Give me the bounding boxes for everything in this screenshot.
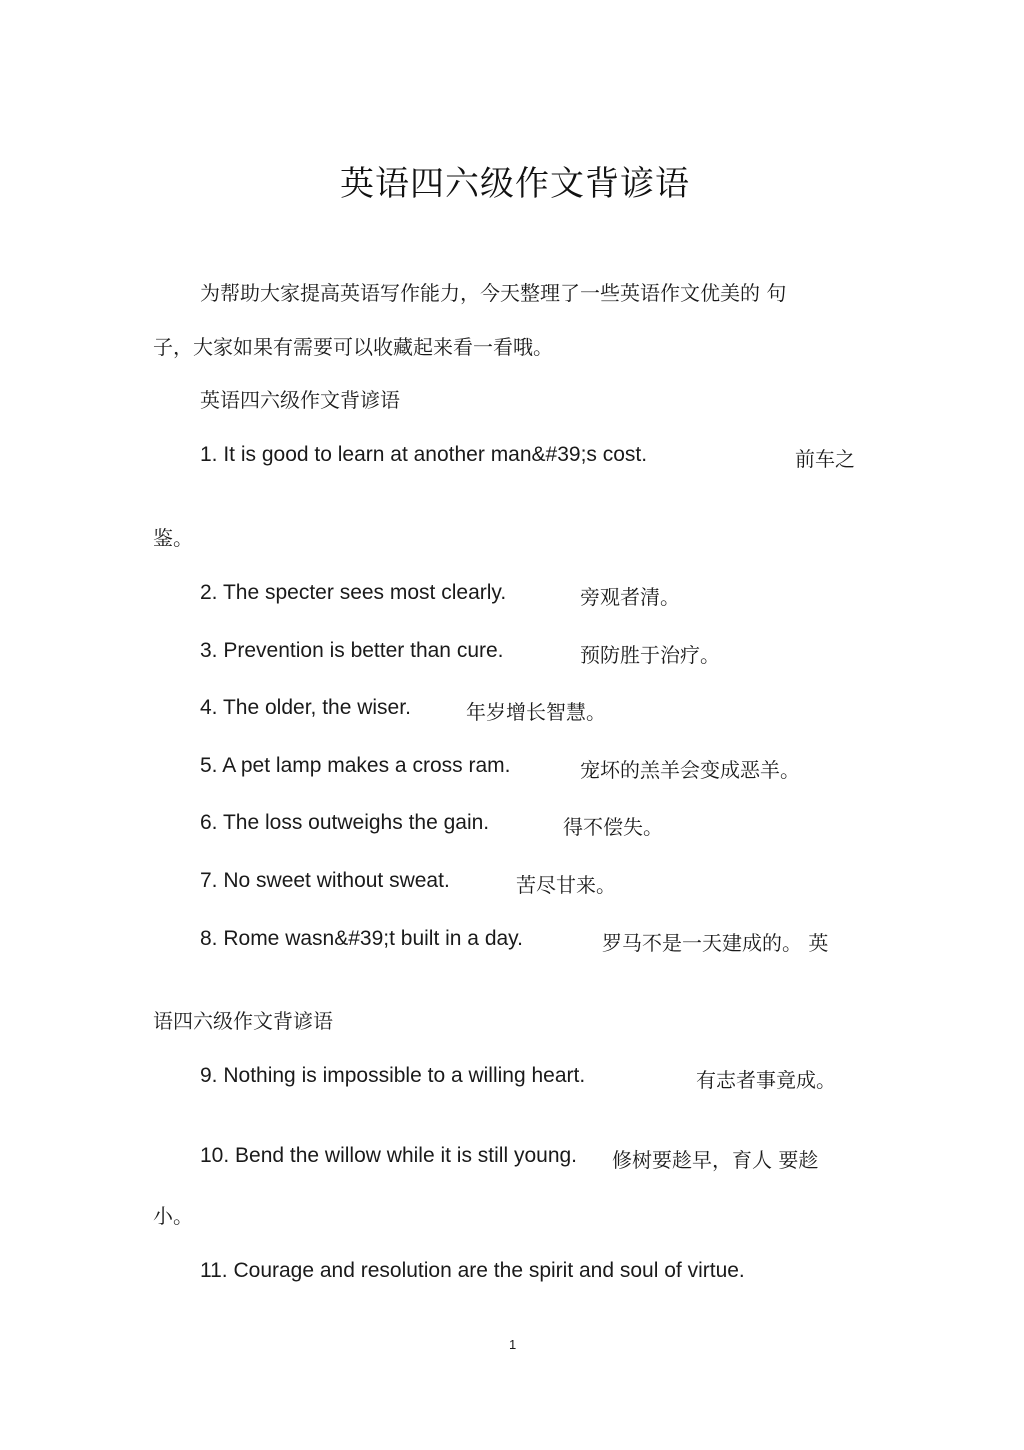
proverb-1-chinese: 前车之 <box>795 447 855 471</box>
proverb-9-english: 9. Nothing is impossible to a willing heart. <box>200 1064 586 1087</box>
proverb-7-english: 7. No sweet without sweat. <box>200 869 450 892</box>
proverb-1-english: 1. It is good to learn at another man&#39;s cost. <box>200 443 648 466</box>
proverb-5-english: 5. A pet lamp makes a cross ram. <box>200 754 511 777</box>
proverb-9-chinese: 有志者事竟成。 <box>696 1068 836 1092</box>
proverb-8-chinese: 罗马不是一天建成的。 英 <box>602 931 829 955</box>
proverb-10-chinese: 修树要趁早，育人 要趁 <box>612 1148 819 1172</box>
proverb-2-english: 2. The specter sees most clearly. <box>200 581 507 604</box>
intro-line-1: 为帮助大家提高英语写作能力，今天整理了一些英语作文优美的 句 <box>200 281 787 305</box>
page-number: 1 <box>509 1337 517 1352</box>
proverb-8-english: 8. Rome wasn&#39;t built in a day. <box>200 927 523 950</box>
proverb-4-english: 4. The older, the wiser. <box>200 696 411 719</box>
proverb-3-english: 3. Prevention is better than cure. <box>200 639 504 662</box>
proverb-2-chinese: 旁观者清。 <box>580 585 680 609</box>
proverb-10-english: 10. Bend the willow while it is still young. <box>200 1144 578 1167</box>
proverb-7-chinese: 苦尽甘来。 <box>516 873 616 897</box>
proverb-8-chinese-continued: 语四六级作文背谚语 <box>153 1009 333 1033</box>
intro-line-2: 子，大家如果有需要可以收藏起来看一看哦。 <box>153 335 553 359</box>
proverb-6-english: 6. The loss outweighs the gain. <box>200 811 490 834</box>
proverb-4-chinese: 年岁增长智慧。 <box>466 700 606 724</box>
proverb-10-chinese-continued: 小。 <box>153 1204 193 1228</box>
proverb-6-chinese: 得不偿失。 <box>563 815 663 839</box>
proverb-5-chinese: 宠坏的羔羊会变成恶羊。 <box>580 758 800 782</box>
section-heading: 英语四六级作文背谚语 <box>200 388 400 412</box>
proverb-1-chinese-continued: 鉴。 <box>153 526 193 550</box>
proverb-3-chinese: 预防胜于治疗。 <box>580 643 720 667</box>
proverb-11-english: 11. Courage and resolution are the spirit and soul of virtue. <box>200 1259 745 1282</box>
page-title: 英语四六级作文背谚语 <box>340 164 690 204</box>
